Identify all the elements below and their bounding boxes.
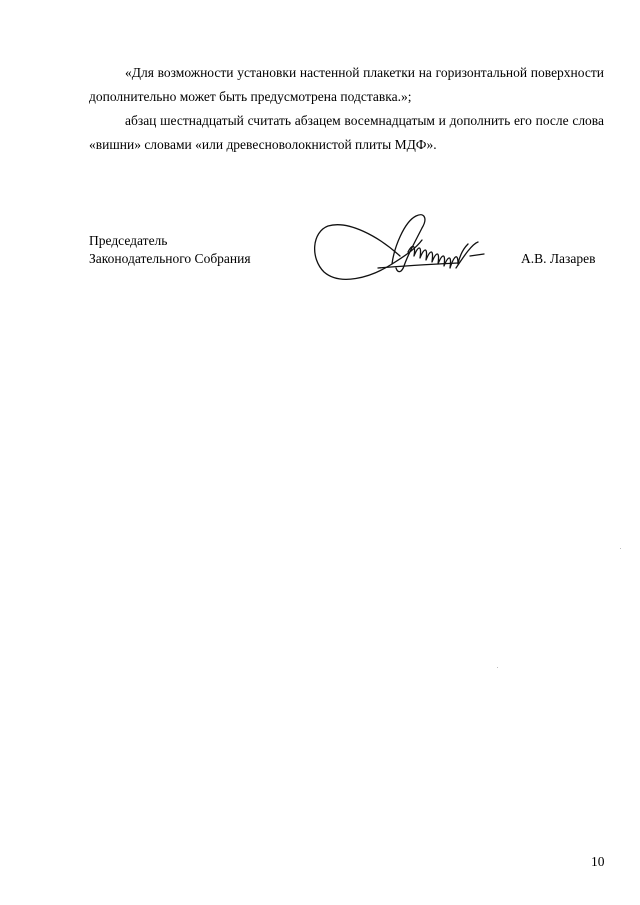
paragraph-plaque-stand-text: «Для возможности установки настенной плакетки на горизонтальной поверхности дополнительно может быть предусмотрена подставка.»; (89, 65, 604, 104)
paragraph-mdf-amendment-text: абзац шестнадцатый считать абзацем восемнадцатым и дополнить его после слова «вишни» словами «или древесноволокнистой плиты МДФ». (89, 113, 604, 152)
paragraph-mdf-amendment (89, 109, 604, 157)
signatory-title (89, 232, 251, 268)
scan-speck (497, 667, 498, 668)
signature-loop-stroke (315, 225, 422, 280)
signatory-title-line-2: Законодательного Собрания (89, 251, 251, 266)
page-number: 10 (591, 854, 605, 869)
paragraph-plaque-stand (89, 61, 604, 109)
handwritten-signature-icon (308, 208, 500, 288)
signatory-title-line-1: Председатель (89, 233, 168, 248)
signatory-name: А.В. Лазарев (521, 251, 596, 266)
scan-speck (620, 548, 621, 549)
